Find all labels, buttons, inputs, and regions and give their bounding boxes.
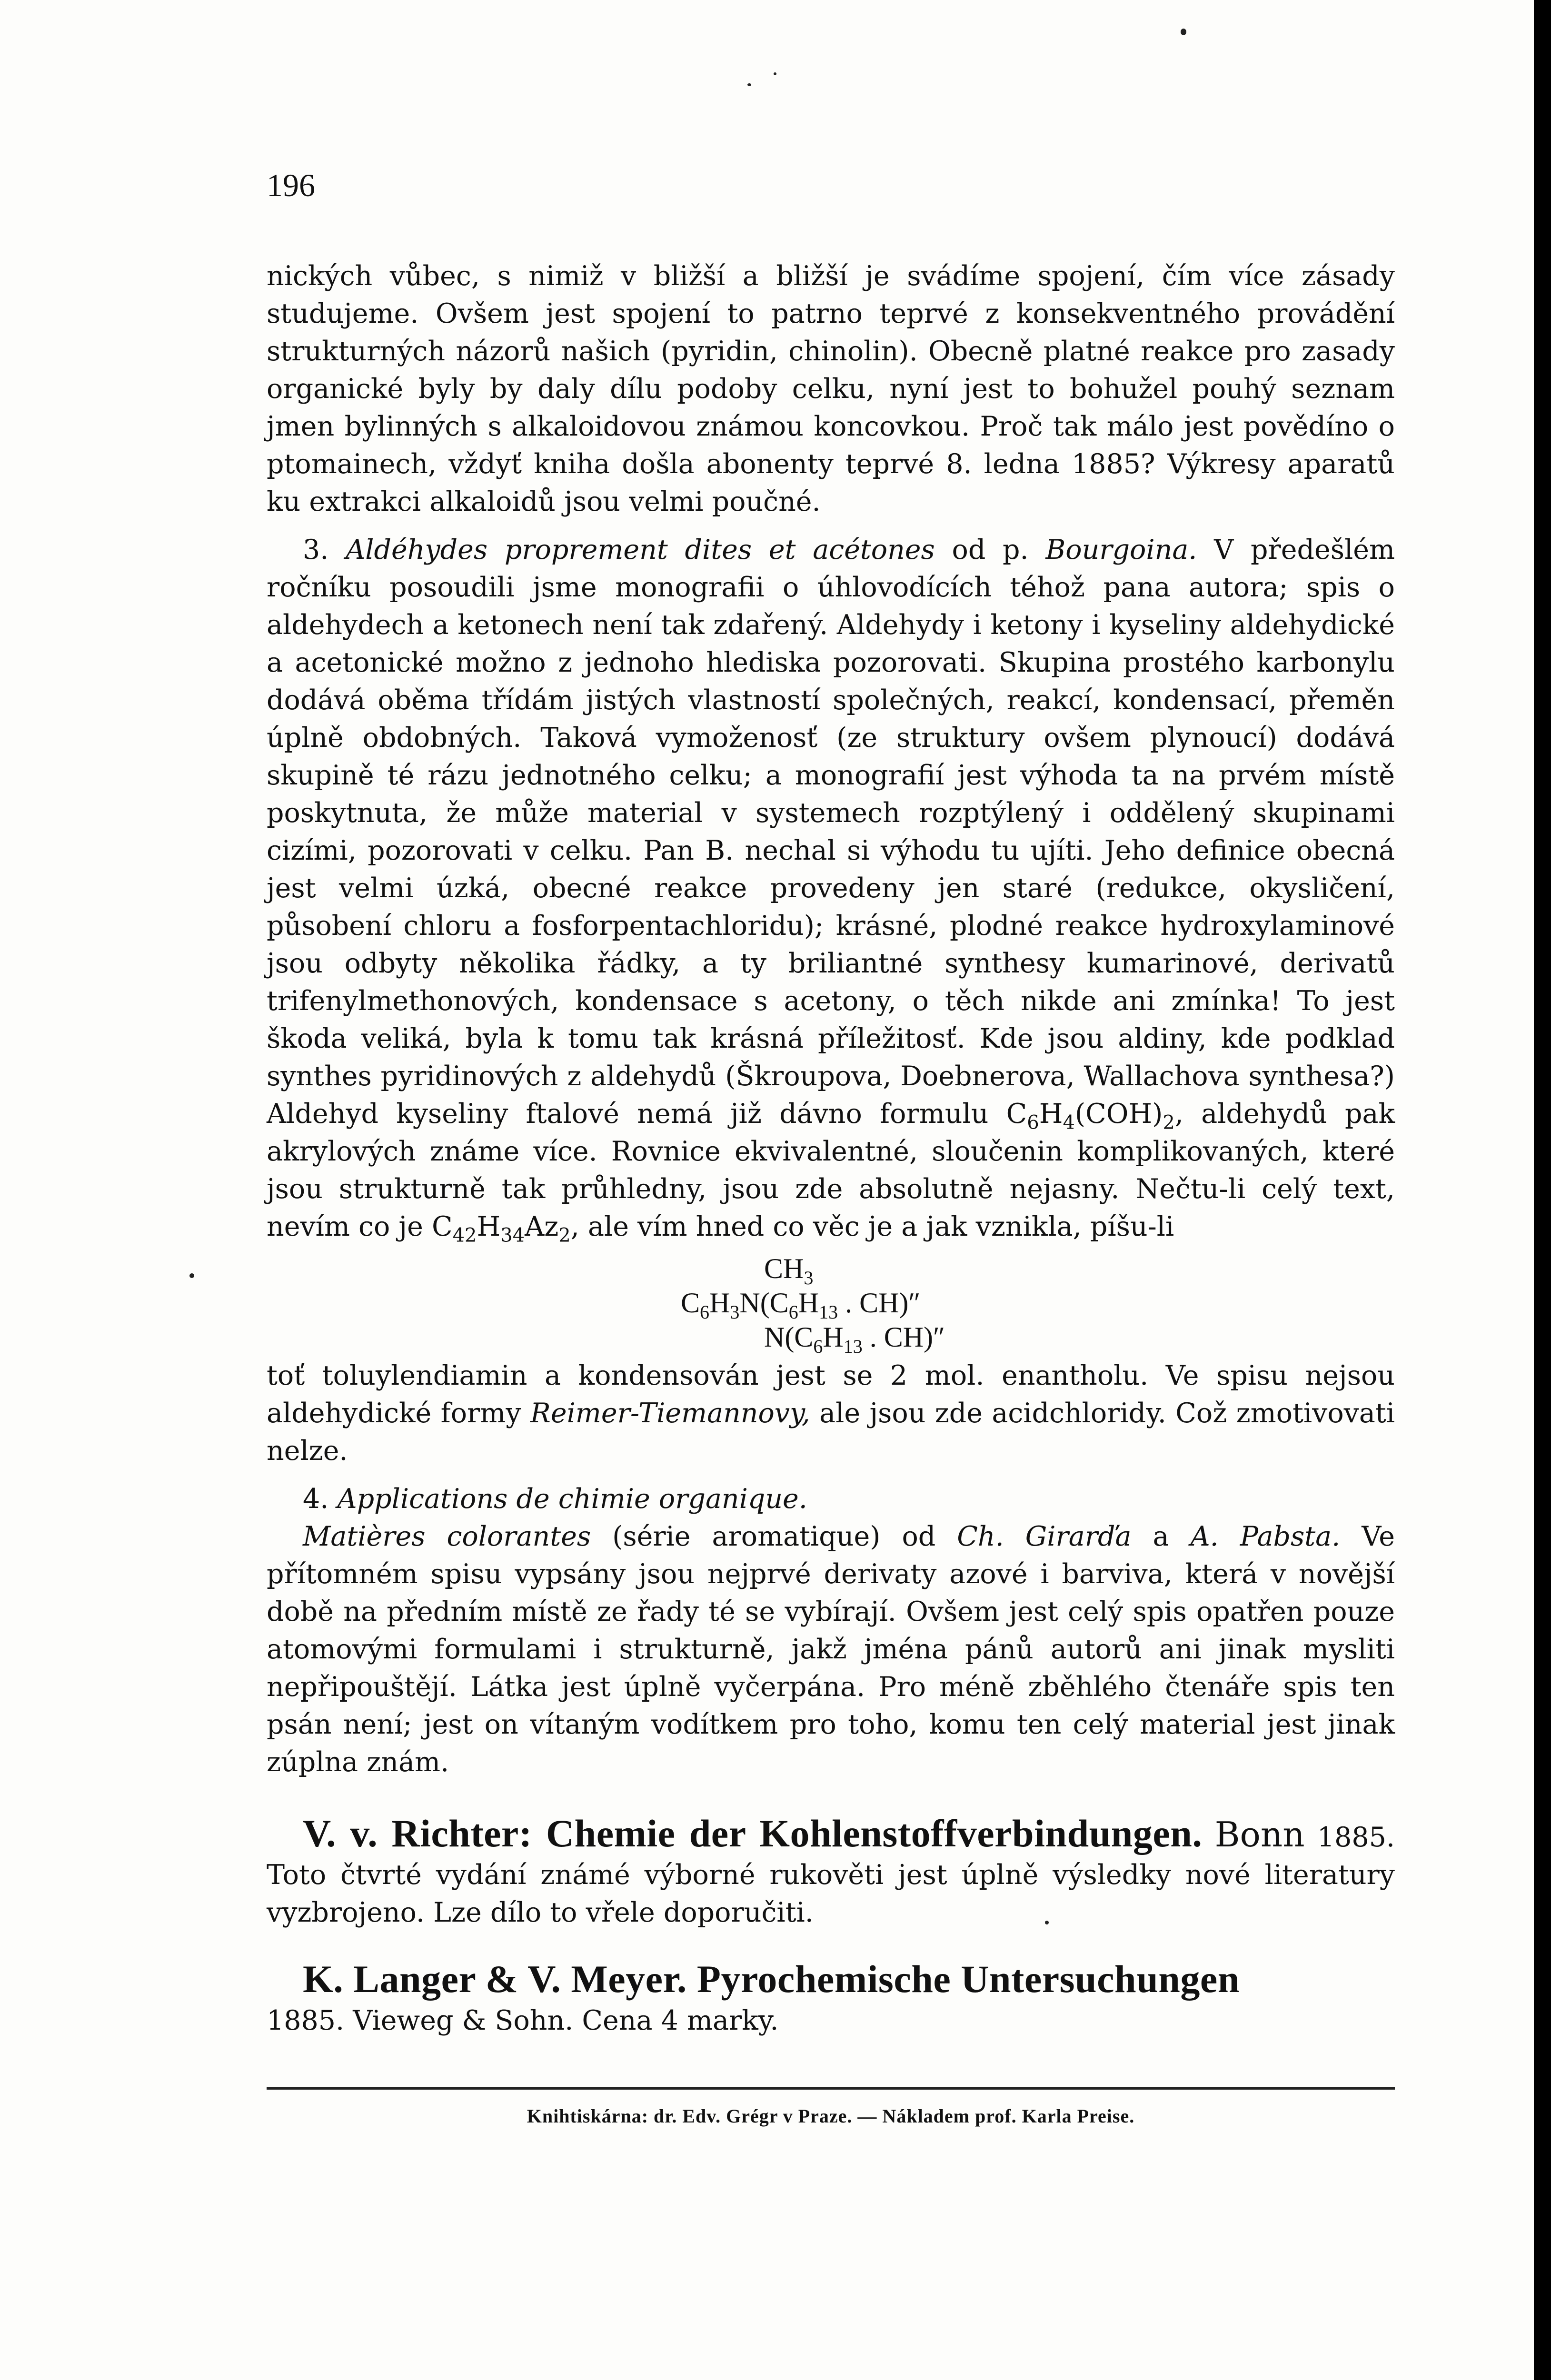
ink-speck [747, 83, 751, 86]
italic-names: Reimer-Tiemannovy, [530, 1398, 810, 1429]
inline-formula-c42: $C_{42}H_{34}Az_2$ [431, 1211, 571, 1247]
review-3-text-1: V předešlém ročníku posoudili jsme monografii o úhlovodících téhož pana autora; spis o aldehydech a ketonech není tak zdařený. Aldehydy i ketony i kyseliny aldehydické a acetonické možno z jednoho hlediska pozorovati. Skupina prostého karbonylu dodává oběma třídám jistých vlastností společných, reakcí, kondensací, přeměn úplně obdobných. Taková vymoženosť (ze struktury ovšem plynoucí) dodává skupině té rázu jednotného celku; a monografií jest výhoda ta na prvém místě poskytnuta, že může material v systemech rozptýlený i oddělený skupinami cizími, pozorovati v celku. Pan B. nechal si výhodu tu ujíti. Jeho definice obecná jest velmi úzká, obecné reakce provedeny jen staré (redukce, okysličení, působení chloru a fosforpentachloridu); krásné, plodné reakce hydroxylaminové jsou odbyty několika řádky, a ty briliantné synthesy kumarinové, derivatů trifenylmethonových, kondensace s acetony, o těch nikde ani zmínka! To jest škoda veliká, byla k tomu tak krásná příležitosť. Kde jsou aldiny, kde podklad synthes pyridinových z aldehydů (Škroupova, Doebnerova, Wallachova synthesa?) Aldehyd kyseliny ftalové nemá již dávno formulu [267, 534, 1395, 1130]
formula-row-1: $CH_3$ [764, 1253, 814, 1289]
review-4-heading: 4. Applications de chimie organique. [303, 1483, 807, 1515]
review-3-title: Aldéhydes proprement dites et acétones [346, 534, 935, 565]
intro-paragraph: nických vůbec, s nimiž v bližší a bližší je svádíme spojení, čím více zásady studujeme. Ovšem jest spojení to patrno teprvé z konsekventného provádění strukturných názorů našich (pyridin, chinolin). Obecně platné reakce pro zasady organické byly by daly dílu podoby celku, nyní jest to bohužel pouhý seznam jmen bylinných s alkaloidovou známou koncovkou. Proč tak málo jest povědíno o ptomainech, vždyť kniha došla abonenty teprvé 8. ledna 1885? Výkresy aparatů ku extrakci alkaloidů jsou velmi poučné. [267, 260, 1395, 517]
review-3-text-3: , ale vím hned co věc je a jak vznikla, píšu-li [570, 1211, 1174, 1242]
langer-heading: K. Langer & V. Meyer. Pyrochemische Untersuchungen [303, 1957, 1240, 2001]
ink-speck [1181, 29, 1186, 35]
langer-entry [267, 1957, 1395, 2040]
review-3-conclusion: toť toluylendiamin a kondensován jest se 2 mol. enantholu. Ve spisu nejsou aldehydické formy Reimer-Tiemannovy, ale jsou zde acidchloridy. Což zmotivovati nelze. [267, 1360, 1395, 1467]
review-3-author: Bourgoina. [1045, 534, 1197, 565]
printer-footer: Knihtiskárna: dr. Edv. Grégr v Praze. — Nákladem prof. Karla Preise. [527, 2105, 1135, 2127]
review-3-by: od p. [952, 534, 1029, 565]
richter-heading: V. v. Richter: Chemie der Kohlenstoffverbindungen. [303, 1812, 1203, 1855]
richter-text: 1885. Toto čtvrté vydání známé výborné rukověti jest úplně výsledky nové literatury vyzbrojeno. Lze dílo to vřele doporučiti. [267, 1822, 1395, 1928]
review-4-title: Applications de chimie organique. [337, 1483, 807, 1515]
formula-row-2: $C_6H_3N(C_6H_{13}$ . CH)″ [681, 1287, 921, 1323]
inline-formula-ftalove: $C_6H_4(COH)_2$ [1006, 1098, 1175, 1134]
ink-speck [774, 72, 776, 75]
richter-entry [267, 1812, 1395, 1932]
review-3-number: 3. [303, 534, 329, 565]
document-body [267, 167, 1395, 2135]
formula-row-3: $N(C_6H_{13}$ . CH)″ [764, 1321, 945, 1357]
ink-speck [189, 1273, 194, 1278]
footer-rule [267, 2087, 1395, 2090]
review-4-subtitle: Matières colorantes [303, 1521, 591, 1552]
page-number: 196 [267, 167, 315, 203]
review-3-paragraph [267, 531, 1395, 1246]
review-4-paragraph: Matières colorantes (série aromatique) od Ch. Girarďa a A. Pabsta. Ve přítomném spisu vypsány jsou nejprvé derivaty azové i barviva, která v novější době na předním místě ze řady té se vybírají. Ovšem jest celý spis opatřen pouze atomovými formulami i strukturně, jakž jména pánů autorů ani jinak mysliti nepřipouštějí. Látka jest úplně vyčerpána. Pro méně zběhlého čtenáře spis ten psán není; jest on vítaným vodítkem pro toho, komu ten celý material jest jinak zúplna znám. [267, 1521, 1395, 1778]
richter-place: Bonn [1214, 1815, 1305, 1854]
langer-text: 1885. Vieweg & Sohn. Cena 4 marky. [267, 2005, 779, 2036]
review-3-text-2: , aldehydů pak akrylových známe více. Rovnice ekvivalentné, sloučenin komplikovaných, které jsou strukturně tak průhledny, jsou zde absolutně nejasny. Nečtu-li celý text, nevím co je [267, 1098, 1395, 1242]
display-formula [267, 1251, 1395, 1357]
